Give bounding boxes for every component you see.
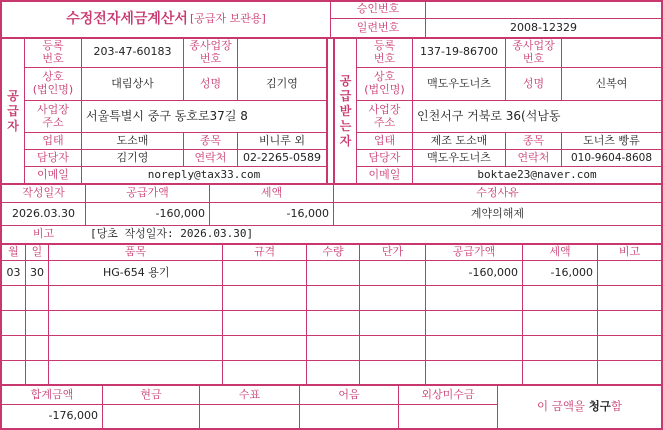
supplier-biz-type: 도소매 (116, 133, 149, 147)
cash-label: 현금 (140, 387, 162, 401)
row-supply: -160,000 (468, 265, 518, 279)
supplier-address-label: 사업장 주소 (37, 102, 69, 129)
note-value: [당초 작성일자: 2026.03.30] (90, 227, 254, 241)
buyer-reg-no-label: 등록 번호 (373, 38, 396, 65)
supplier-email: noreply@tax33.com (147, 167, 261, 181)
check-amount (200, 405, 299, 428)
claim-statement: 이 금액을 청구 함 (536, 399, 623, 414)
supplier-name-label: 상호 (법인명) (32, 70, 74, 96)
row-month: 03 (6, 265, 21, 279)
buyer-name: 맥도우도너츠 (427, 76, 491, 90)
buyer-biz-type-label: 업태 (373, 133, 396, 147)
buyer-ceo: 신복여 (595, 76, 628, 90)
supplier-branch-no (238, 38, 326, 67)
col-month-header: 월 (8, 245, 19, 259)
buyer-phone: 010-9604-8608 (570, 151, 653, 164)
col-day-header: 일 (31, 245, 43, 259)
buyer-biz-item: 도너츠 빵류 (583, 133, 640, 147)
serial-number-value: 2008-12329 (510, 20, 577, 34)
credit-label: 외상미수금 (421, 387, 475, 401)
col-spec-header: 규격 (253, 245, 276, 259)
revision-reason: 계약의해제 (470, 206, 525, 220)
supplier-biz-item-label: 종목 (199, 133, 222, 147)
buyer-address-label: 사업장 주소 (368, 102, 401, 129)
buyer-address: 인천서구 거북로 36(석남동 (417, 108, 561, 123)
serial-number-label: 일련번호 (356, 20, 400, 34)
issue-date-label: 작성일자 (22, 186, 65, 200)
copy-type-text: [공급자 보관용] (189, 12, 266, 26)
buyer-contact: 맥도우도너츠 (427, 150, 491, 164)
supplier-name: 대림상사 (111, 76, 154, 90)
supplier-phone: 02-2265-0589 (243, 150, 321, 164)
bill-label: 어음 (338, 387, 360, 401)
supplier-phone-label: 연락처 (194, 150, 227, 164)
buyer-ceo-label: 성명 (522, 76, 545, 90)
row-item: HG-654 용기 (103, 265, 170, 279)
buyer-contact-label: 담당자 (368, 150, 401, 164)
revision-reason-label: 수정사유 (476, 186, 519, 200)
tax-amount-label: 세액 (260, 186, 283, 200)
buyer-side-label: 공 급 받 는 자 (339, 73, 352, 148)
credit-amount (399, 405, 497, 428)
row-unit-price (360, 261, 425, 285)
tax-amount: -16,000 (286, 206, 329, 220)
title-text: 수정전자세금계산서 (66, 11, 188, 28)
buyer-name-label: 상호 (법인명) (364, 70, 405, 96)
note-label: 비고 (32, 227, 55, 241)
approval-number-label: 승인번호 (356, 2, 400, 16)
total-amount-label: 합계금액 (30, 387, 74, 401)
buyer-email: boktae23@naver.com (477, 167, 597, 181)
buyer-reg-no: 137-19-86700 (420, 45, 498, 59)
buyer-branch-no (562, 38, 661, 67)
approval-number-value (426, 1, 661, 18)
buyer-branch-label: 종사업장 번호 (512, 38, 555, 65)
supplier-biz-item: 비니루 외 (258, 133, 305, 147)
bill-amount (300, 405, 398, 428)
row-day: 30 (30, 265, 44, 279)
buyer-biz-item-label: 종목 (522, 133, 545, 147)
col-note-header: 비고 (618, 245, 641, 259)
row-spec (223, 261, 306, 285)
supplier-email-label: 이메일 (37, 167, 69, 181)
col-qty-header: 수량 (322, 245, 344, 259)
invoice-title (2, 2, 330, 37)
buyer-phone-label: 연락처 (517, 150, 550, 164)
col-item-header: 품목 (124, 245, 147, 259)
buyer-email-label: 이메일 (368, 167, 401, 181)
col-unit-price-header: 단가 (381, 245, 404, 259)
supply-amount-label: 공급가액 (126, 186, 169, 200)
supplier-reg-no-label: 등록 번호 (42, 38, 64, 65)
total-amount: -176,000 (48, 409, 98, 423)
issue-date: 2026.03.30 (12, 206, 75, 220)
supplier-address: 서울특별시 중구 동호로37길 8 (86, 108, 248, 123)
supplier-biz-type-label: 업태 (42, 133, 64, 147)
supplier-reg-no: 203-47-60183 (93, 45, 172, 59)
row-tax: -16,000 (550, 265, 593, 279)
col-supply-header: 공급가액 (452, 245, 496, 259)
supplier-ceo: 김기영 (266, 76, 298, 90)
row-note (598, 261, 661, 285)
supply-amount: -160,000 (155, 206, 205, 220)
supplier-branch-label: 종사업장 번호 (189, 38, 232, 65)
supplier-side-label: 공 급 자 (7, 88, 19, 133)
row-qty (307, 261, 359, 285)
cash-amount (103, 405, 199, 428)
supplier-contact-label: 담당자 (37, 150, 69, 164)
supplier-contact: 김기영 (116, 150, 149, 164)
col-tax-header: 세액 (549, 245, 571, 259)
supplier-ceo-label: 성명 (199, 76, 222, 90)
check-label: 수표 (238, 387, 261, 401)
buyer-biz-type: 제조 도소매 (430, 133, 488, 147)
